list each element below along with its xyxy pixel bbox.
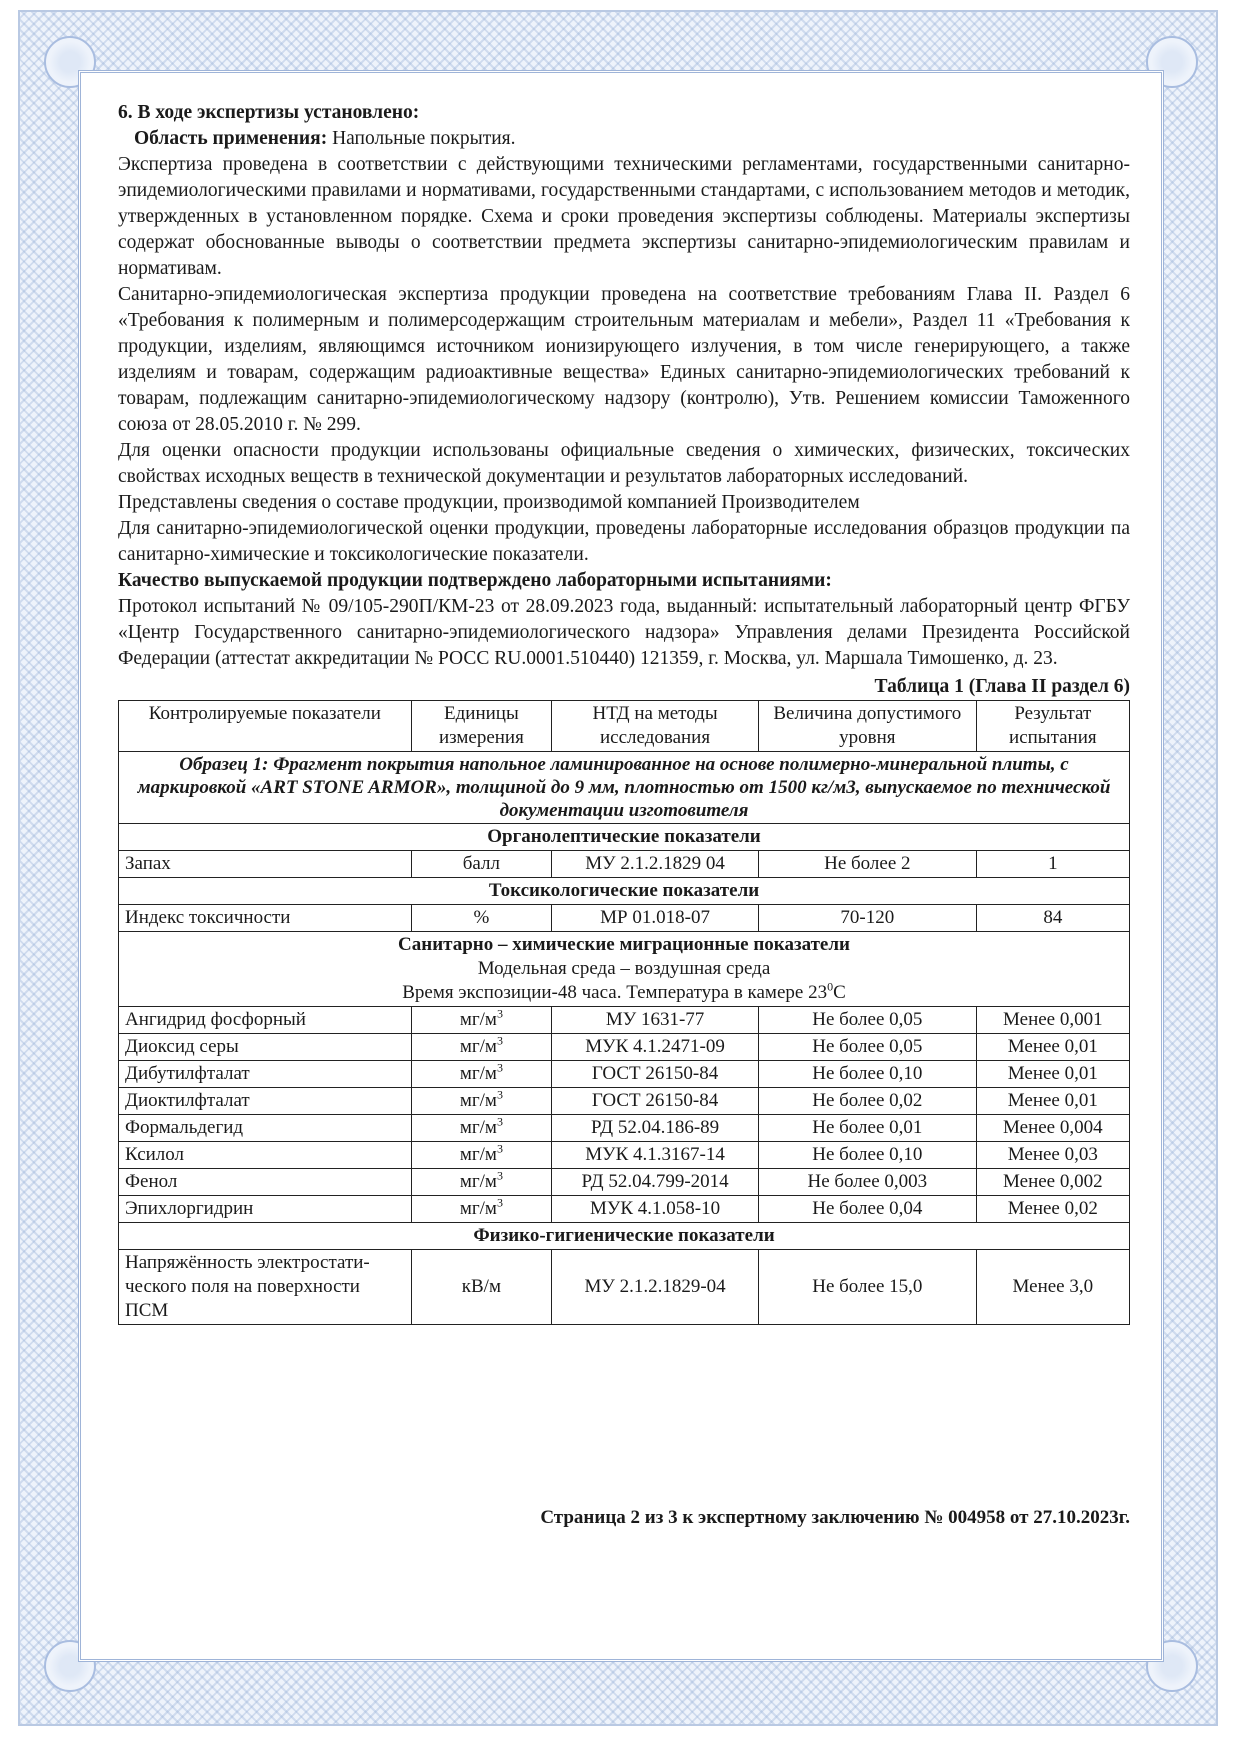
result-cell xyxy=(976,1196,1129,1223)
limit-cell-text: Не более 0,05 xyxy=(812,1036,923,1057)
table-caption: Таблица 1 (Глава II раздел 6) xyxy=(874,676,1130,697)
scope-line xyxy=(118,126,1130,152)
method-cell-text: МУ 2.1.2.1829-04 xyxy=(584,1276,726,1297)
result-cell-text: Менее 0,01 xyxy=(1007,1063,1098,1084)
method-cell xyxy=(552,1169,759,1196)
unit-cell-text: мг/м xyxy=(459,1171,497,1192)
unit-cell-text: мг/м xyxy=(459,1009,497,1030)
method-cell-text: ГОСТ 26150-84 xyxy=(591,1063,719,1084)
section-sanitary-block xyxy=(119,932,1130,1007)
indicator-cell-text: Диоктилфталат xyxy=(125,1090,250,1111)
result-cell-text: 1 xyxy=(1048,853,1058,874)
unit-cell-text: мг/м xyxy=(459,1144,497,1165)
indicator-cell xyxy=(119,905,412,932)
method-cell xyxy=(552,1034,759,1061)
method-cell-text: МУ 2.1.2.1829 04 xyxy=(585,853,725,874)
limit-cell-text: Не более 0,003 xyxy=(807,1171,928,1192)
exposure-conditions xyxy=(125,981,1123,1005)
limit-cell xyxy=(759,1034,977,1061)
unit-cell xyxy=(411,1034,551,1061)
cubic-superscript: 3 xyxy=(496,1033,503,1048)
header-unit: Единицы измерения xyxy=(411,701,551,752)
result-cell xyxy=(976,1142,1129,1169)
unit-cell-text: кВ/м xyxy=(461,1276,501,1297)
method-cell-text: МУК 4.1.2471-09 xyxy=(585,1036,725,1057)
indicator-cell xyxy=(119,1061,412,1088)
organoleptic-rows xyxy=(119,851,1130,878)
result-cell-text: Менее 0,03 xyxy=(1007,1144,1098,1165)
method-cell-text: МУК 4.1.058-10 xyxy=(590,1198,721,1219)
limit-cell xyxy=(759,1169,977,1196)
result-cell xyxy=(976,1115,1129,1142)
result-cell xyxy=(976,1061,1129,1088)
exposure-unit: С xyxy=(833,982,846,1003)
indicator-cell-text: Диоксид серы xyxy=(125,1036,239,1057)
method-cell-text: МР 01.018-07 xyxy=(600,907,710,928)
unit-cell xyxy=(411,1196,551,1223)
limit-cell xyxy=(759,1061,977,1088)
result-cell-text: Менее 0,004 xyxy=(1003,1117,1103,1138)
method-cell-text: МУ 1631-77 xyxy=(605,1009,705,1030)
indicator-cell-text: Эпихлоргидрин xyxy=(125,1198,254,1219)
limit-cell-text: Не более 2 xyxy=(824,853,911,874)
indicator-cell-text: Ксилол xyxy=(125,1144,185,1165)
limit-cell-text: Не более 0,10 xyxy=(812,1144,923,1165)
indicator-cell xyxy=(119,1169,412,1196)
method-cell-text: ГОСТ 26150-84 xyxy=(591,1090,719,1111)
result-cell-text: Менее 0,01 xyxy=(1007,1036,1098,1057)
cubic-superscript: 3 xyxy=(496,1060,503,1075)
exposure-text: Время экспозиции-48 часа. Температура в камере 23 xyxy=(402,982,828,1003)
method-cell-text: МУК 4.1.3167-14 xyxy=(585,1144,725,1165)
model-environment: Модельная среда – воздушная среда xyxy=(477,958,771,979)
indicator-cell-text: Дибутилфталат xyxy=(125,1063,250,1084)
result-cell xyxy=(976,905,1129,932)
unit-cell-text: мг/м xyxy=(459,1117,497,1138)
limit-cell xyxy=(759,1088,977,1115)
result-cell-text: 84 xyxy=(1043,907,1063,928)
indicator-cell xyxy=(119,1250,412,1325)
result-cell-text: Менее 3,0 xyxy=(1012,1276,1094,1297)
header-limit: Величина допустимого уровня xyxy=(759,701,977,752)
result-cell xyxy=(976,1250,1129,1325)
section-sanitary: Санитарно – химические миграционные показатели xyxy=(398,934,850,955)
indicator-cell xyxy=(119,1034,412,1061)
unit-cell xyxy=(411,1250,551,1325)
result-cell xyxy=(976,1007,1129,1034)
table-row xyxy=(119,1250,1130,1325)
physical-rows xyxy=(119,1250,1130,1325)
table-row xyxy=(119,1142,1130,1169)
cubic-superscript: 3 xyxy=(496,1168,503,1183)
table-row xyxy=(119,1061,1130,1088)
method-cell xyxy=(552,1142,759,1169)
indicator-cell-text: Индекс токсичности xyxy=(125,907,291,928)
section-organoleptic: Органолептические показатели xyxy=(119,824,1130,851)
result-cell-text: Менее 0,001 xyxy=(1003,1009,1103,1030)
indicator-cell xyxy=(119,1088,412,1115)
toxicological-rows xyxy=(119,905,1130,932)
limit-cell xyxy=(759,1196,977,1223)
method-cell-text: РД 52.04.186-89 xyxy=(590,1117,720,1138)
header-result: Результат испытания xyxy=(976,701,1129,752)
unit-cell-text: мг/м xyxy=(459,1198,497,1219)
table-row xyxy=(119,851,1130,878)
unit-cell xyxy=(411,905,551,932)
paragraph-composition: Представлены сведения о составе продукции, производимой компанией Производителем xyxy=(118,492,860,513)
limit-cell-text: Не более 0,10 xyxy=(812,1063,923,1084)
limit-cell xyxy=(759,1250,977,1325)
limit-cell-text: 70-120 xyxy=(840,907,895,928)
indicator-cell xyxy=(119,1196,412,1223)
unit-cell-text: балл xyxy=(462,853,500,874)
limit-cell xyxy=(759,851,977,878)
table-row xyxy=(119,905,1130,932)
table-row xyxy=(119,1034,1130,1061)
limit-cell xyxy=(759,1007,977,1034)
chemical-rows xyxy=(119,1007,1130,1223)
result-cell xyxy=(976,1088,1129,1115)
limit-cell-text: Не более 0,05 xyxy=(812,1009,923,1030)
page-footer: Страница 2 из 3 к экспертному заключению № 004958 от 27.10.2023г. xyxy=(540,1507,1130,1528)
header-method: НТД на методы исследования xyxy=(552,701,759,752)
limit-cell-text: Не более 0,04 xyxy=(812,1198,923,1219)
method-cell xyxy=(552,905,759,932)
table-row xyxy=(119,1007,1130,1034)
limit-cell-text: Не более 0,02 xyxy=(812,1090,923,1111)
limit-cell-text: Не более 15,0 xyxy=(812,1276,923,1297)
method-cell xyxy=(552,1115,759,1142)
document-body xyxy=(118,100,1130,1645)
section-toxicological: Токсикологические показатели xyxy=(119,878,1130,905)
result-cell xyxy=(976,851,1129,878)
sample-description: Образец 1: Фрагмент покрытия напольное ламинированное на основе полимерно-минеральной плиты, с маркировкой «ART STONE ARMOR», толщиной до 9 мм, плотностью от 1500 кг/м3, выпускаемое по технической документации изготовителя xyxy=(119,752,1130,824)
cubic-superscript: 3 xyxy=(496,1006,503,1021)
unit-cell xyxy=(411,1169,551,1196)
method-cell xyxy=(552,1088,759,1115)
indicator-cell-text: Ангидрид фосфорный xyxy=(125,1009,306,1030)
paragraph-assessment: Для оценки опасности продукции использованы официальные сведения о химических, физических, токсических свойствах исходных веществ в технической документации и результатов лабораторных исследований. xyxy=(118,440,1130,487)
limit-cell-text: Не более 0,01 xyxy=(812,1117,923,1138)
result-cell-text: Менее 0,01 xyxy=(1007,1090,1098,1111)
limit-cell xyxy=(759,1115,977,1142)
indicator-cell xyxy=(119,1007,412,1034)
unit-cell xyxy=(411,1115,551,1142)
result-cell-text: Менее 0,02 xyxy=(1007,1198,1098,1219)
indicator-cell-text: Формальдегид xyxy=(125,1117,244,1138)
unit-cell-text: мг/м xyxy=(459,1063,497,1084)
cubic-superscript: 3 xyxy=(496,1087,503,1102)
result-cell xyxy=(976,1169,1129,1196)
table-header-row xyxy=(119,701,1130,752)
header-indicator: Контролируемые показатели xyxy=(119,701,412,752)
table-row xyxy=(119,1115,1130,1142)
method-cell-text: РД 52.04.799-2014 xyxy=(581,1171,729,1192)
cubic-superscript: 3 xyxy=(496,1114,503,1129)
cubic-superscript: 3 xyxy=(496,1141,503,1156)
protocol-text: Протокол испытаний № 09/105-290П/КМ-23 от 28.09.2023 года, выданный: испытательный лабораторный центр ФГБУ «Центр Государственного санитарно-эпидемиологического надзора» Управления делами Президента Российской Федерации (аттестат аккредитации № РОСС RU.0001.510440) 121359, г. Москва, ул. Маршала Тимошенко, д. 23. xyxy=(118,596,1130,669)
unit-cell xyxy=(411,1061,551,1088)
indicator-cell xyxy=(119,1142,412,1169)
unit-cell-text: % xyxy=(473,907,490,928)
indicator-cell-text: Напряжённость электростати-ческого поля на поверхности ПСМ xyxy=(125,1252,370,1321)
method-cell xyxy=(552,1061,759,1088)
unit-cell xyxy=(411,1007,551,1034)
table-row xyxy=(119,1196,1130,1223)
indicator-cell xyxy=(119,851,412,878)
limit-cell xyxy=(759,1142,977,1169)
unit-cell-text: мг/м xyxy=(459,1036,497,1057)
paragraph-expertise: Экспертиза проведена в соответствии с действующими техническими регламентами, государственными санитарно-эпидемиологическими правилами и нормативами, государственными стандартами, с использованием методов и методик, утвержденных в установленном порядке. Схема и сроки проведения экспертизы соблюдены. Материалы экспертизы содержат обоснованные выводы о соответствии предмета экспертизы санитарно-эпидемиологическим правилам и нормативам. xyxy=(118,154,1130,279)
unit-cell xyxy=(411,851,551,878)
section-physical: Физико-гигиенические показатели xyxy=(119,1223,1130,1250)
results-table xyxy=(118,700,1130,1325)
scope-value: Напольные покрытия. xyxy=(327,128,516,149)
indicator-cell xyxy=(119,1115,412,1142)
result-cell xyxy=(976,1034,1129,1061)
unit-cell-text: мг/м xyxy=(459,1090,497,1111)
indicator-cell-text: Фенол xyxy=(125,1171,178,1192)
method-cell xyxy=(552,851,759,878)
table-row xyxy=(119,1088,1130,1115)
method-cell xyxy=(552,1250,759,1325)
result-cell-text: Менее 0,002 xyxy=(1003,1171,1103,1192)
degree-sign: 0 xyxy=(827,979,834,994)
method-cell xyxy=(552,1007,759,1034)
unit-cell xyxy=(411,1088,551,1115)
section-heading: 6. В ходе экспертизы установлено: xyxy=(118,102,420,123)
limit-cell xyxy=(759,905,977,932)
quality-heading: Качество выпускаемой продукции подтверждено лабораторными испытаниями: xyxy=(118,570,832,591)
paragraph-lab-tests: Для санитарно-эпидемиологической оценки продукции, проведены лабораторные исследования образцов продукции па санитарно-химические и токсикологические показатели. xyxy=(118,518,1130,565)
paragraph-requirements: Санитарно-эпидемиологическая экспертиза продукции проведена на соответствие требованиям Глава II. Раздел 6 «Требования к полимерным и полимерсодержащим строительным материалам и мебели», Раздел 11 «Требования к продукции, изделиям, являющимся источником ионизирующего излучения, в том числе генерирующего, а также изделиям и товарам, содержащим радиоактивные вещества» Единых санитарно-эпидемиологических требований к товарам, подлежащим санитарно-эпидемиологическому надзору (контролю), Утв. Решением комиссии Таможенного союза от 28.05.2010 г. № 299. xyxy=(118,284,1130,435)
method-cell xyxy=(552,1196,759,1223)
scope-label: Область применения: xyxy=(134,128,328,149)
unit-cell xyxy=(411,1142,551,1169)
table-row xyxy=(119,1169,1130,1196)
cubic-superscript: 3 xyxy=(496,1195,503,1210)
indicator-cell-text: Запах xyxy=(125,853,171,874)
